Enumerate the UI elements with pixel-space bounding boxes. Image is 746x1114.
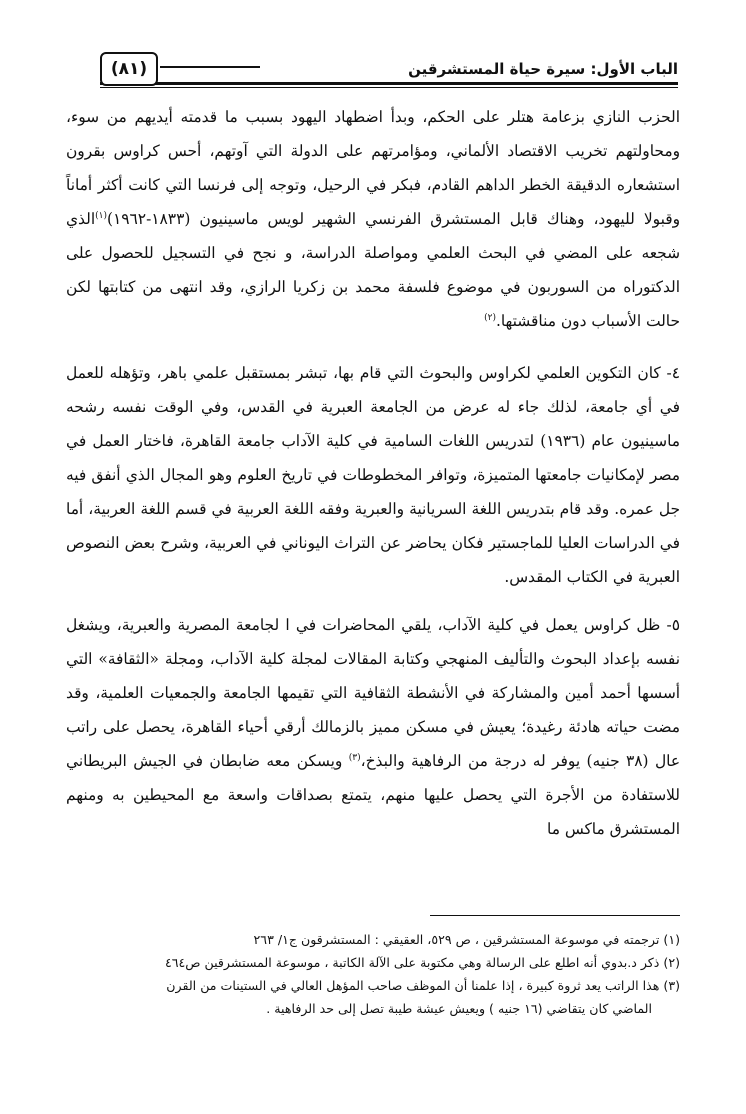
paragraph-1-text-b: الذي شجعه على المضي في البحث العلمي ومواصلة الدراسة، و نجح في التسجيل للحصول على الدكتوراه من السوربون في موضوع فلسفة محمد بن زكريا الرازي، وقد انتهى من كتابتها لكن حالت الأسباب دون مناقشتها. (66, 210, 680, 330)
footnote-ref-1[interactable]: (١) (95, 210, 107, 221)
footnote-1 (66, 928, 680, 951)
paragraph-2-text: ٤- كان التكوين العلمي لكراوس والبحوث التي قام بها، تبشر بمستقبل علمي باهر، وتؤهله للعمل في أي جامعة، لذلك جاء له عرض من الجامعة العبرية في القدس، وفي الوقت نفسه رشحه ماسينيون عام (١٩٣٦) لتدريس اللغات السامية في كلية الآداب جامعة القاهرة، فاختار العمل في مصر لإمكانيات جامعتها المتميزة، وتوافر المخطوطات في تاريخ العلوم وهو المجال الذي أنفق فيه جل عمره. وقد قام بتدريس اللغة السريانية والعبرية وفقه اللغة العربية في قسم اللغة العربية، أما في الدراسات العليا للماجستير فكان يحاضر عن التراث اليوناني في العربية، وشرح بعض النصوص العبرية في الكتاب المقدس. (66, 364, 680, 586)
paragraph-1 (66, 100, 680, 338)
running-title: الباب الأول: سيرة حياة المستشرقين (408, 60, 678, 78)
paragraph-3-text-b: ويسكن معه ضابطان في الجيش البريطاني للاستفادة من الأجرة التي يحصل عليها منهم، يتمتع بصداقات واسعة مع المحيطين به ومنهم المستشرق ماكس ما (66, 752, 680, 838)
footnote-1-text: (١) ترجمته في موسوعة المستشرقين ، ص ٥٢٩، العقيقي : المستشرقون ج١/ ٢٦٣ (253, 932, 680, 947)
footnote-ref-2[interactable]: (٢) (484, 312, 496, 323)
footnote-2-text: (٢) ذكر د.بدوي أنه اطلع على الرسالة وهي مكتوبة على الآلة الكاتبة ، موسوعة المستشرقين ص٤٦٤ (165, 955, 680, 970)
footnote-3-text: (٣) هذا الراتب يعد ثروة كبيرة ، إذا علمنا أن الموظف صاحب المؤهل العالي في الستينات من القرن (166, 978, 680, 993)
paragraph-3 (66, 608, 680, 846)
header-rule-thin (100, 87, 678, 88)
footnotes (66, 928, 680, 1020)
footnote-separator (430, 915, 680, 916)
footnote-3 (66, 974, 680, 1020)
page-number: (٨١) (100, 52, 158, 86)
footnote-ref-3[interactable]: (٣) (348, 752, 361, 763)
header-dash (160, 66, 260, 68)
paragraph-1-text-a: الحزب النازي بزعامة هتلر على الحكم، وبدأ اضطهاد اليهود بسبب ما قدمته أيديهم من سوء، ومحاولتهم تخريب الاقتصاد الألماني، ومؤامرتهم على الدولة التي آوتهم، أحس كراوس بقرون استشعاره الدقيقة الخطر الداهم القادم، فبكر في الرحيل، وتوجه إلى فرنسا التي كانت أكثر أماناً وقبولا لليهود، وهناك قابل المستشرق الفرنسي الشهير لويس ماسينيون (١٨٣٣-١٩٦٢) (66, 108, 680, 228)
page-header (100, 52, 678, 92)
footnote-3-continuation: الماضي كان يتقاضي (١٦ جنيه ) ويعيش عيشة طيبة تصل إلى حد الرفاهية . (266, 1001, 652, 1016)
main-text (66, 100, 680, 860)
paragraph-2 (66, 356, 680, 594)
header-rule (100, 82, 678, 85)
paragraph-3-text-a: ٥- ظل كراوس يعمل في كلية الآداب، يلقي المحاضرات في ا لجامعة المصرية والعبرية، ويشغل نفسه بإعداد البحوث والتأليف المنهجي وكتابة المقالات لمجلة كلية الآداب، ومجلة «الثقافة» التي أسسها أحمد أمين والمشاركة في الأنشطة الثقافية التي تقيمها الجامعة والجمعيات العلمية، وقد مضت حياته هادئة رغيدة؛ يعيش في مسكن مميز بالزمالك أرقي أحياء القاهرة، يحصل على راتب عال (٣٨ جنيه) يوفر له درجة من الرفاهية والبذخ، (66, 616, 680, 770)
footnote-2 (66, 951, 680, 974)
